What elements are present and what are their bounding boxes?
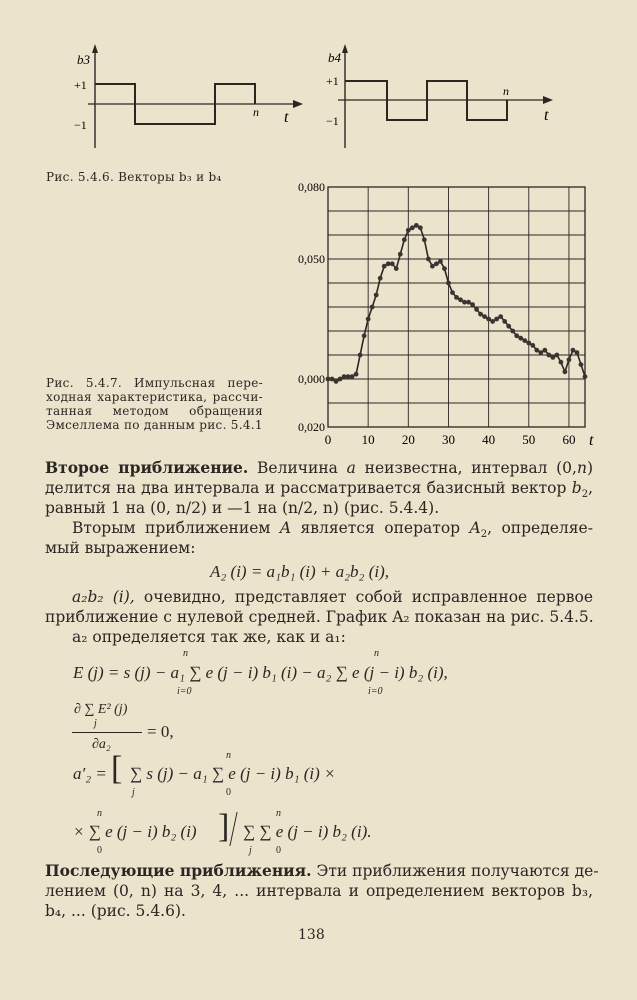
data-point bbox=[514, 333, 519, 338]
data-point bbox=[559, 360, 564, 365]
data-point bbox=[350, 374, 355, 379]
data-point bbox=[550, 355, 555, 360]
division-slash bbox=[229, 812, 237, 846]
data-point bbox=[575, 350, 580, 355]
data-point bbox=[414, 223, 419, 228]
paragraph-line: мый выражением: bbox=[45, 539, 196, 557]
data-point bbox=[366, 317, 371, 322]
paragraph-line: лением (0, n) на 3, 4, ... интервала и определением векторов b₃, bbox=[45, 882, 593, 900]
paragraph-line: делится на два интервала и рассматривается базисный вектор $b_2$, bbox=[45, 479, 593, 501]
data-point bbox=[518, 336, 523, 341]
data-point bbox=[330, 377, 335, 382]
data-point bbox=[510, 329, 515, 334]
data-point bbox=[354, 372, 359, 377]
data-point bbox=[526, 341, 531, 346]
data-point bbox=[522, 338, 527, 343]
data-point bbox=[567, 357, 572, 362]
fraction-bar bbox=[72, 732, 142, 733]
figure-5-4-7-chart bbox=[280, 175, 605, 455]
caption-line: танная методом обращения bbox=[46, 404, 263, 418]
a2-prime-body: ∑ s (j) − a₁ ∑ e (j − i) b₁ (i) × bbox=[130, 764, 336, 783]
data-point bbox=[406, 228, 411, 233]
n-label: n bbox=[253, 105, 259, 119]
data-point bbox=[382, 264, 387, 269]
y-tick-label: 0,050 bbox=[298, 252, 325, 266]
data-point bbox=[458, 297, 463, 302]
minus-one-label: −1 bbox=[74, 118, 87, 132]
sum-upper-limit: n bbox=[374, 648, 379, 659]
sum-upper-limit: n bbox=[276, 808, 281, 819]
data-point bbox=[563, 369, 568, 374]
plus-one-label: +1 bbox=[74, 78, 87, 92]
data-point bbox=[490, 319, 495, 324]
data-point bbox=[482, 314, 487, 319]
x-tick-label: 20 bbox=[401, 432, 415, 447]
data-point bbox=[470, 302, 475, 307]
data-point bbox=[418, 225, 423, 230]
a2-prime-second-line: × ∑ e (j − i) b₂ (i) bbox=[73, 822, 197, 841]
left-bracket: [ bbox=[111, 750, 123, 787]
caption-line: ходная характеристика, рассчи- bbox=[46, 390, 263, 404]
figure-5-4-6-caption: Рис. 5.4.6. Векторы b₃ и b₄ bbox=[46, 170, 222, 184]
paragraph-line: a₂b₂ (i), очевидно, представляет собой исправленное первое bbox=[72, 588, 593, 606]
data-point bbox=[454, 295, 459, 300]
data-point bbox=[402, 237, 407, 242]
equation-a2: A₂ (i) = a₁b₁ (i) + a₂b₂ (i), bbox=[210, 562, 390, 581]
derivative-numerator: ∂ ∑ E² (j) bbox=[74, 702, 128, 717]
t-label: t bbox=[284, 109, 289, 126]
data-point bbox=[583, 374, 588, 379]
sum-lower-limit: i=0 bbox=[177, 686, 192, 697]
data-point bbox=[466, 300, 471, 305]
page-number: 138 bbox=[298, 927, 325, 943]
data-point bbox=[571, 348, 576, 353]
data-point bbox=[446, 281, 451, 286]
series-line bbox=[328, 225, 585, 381]
a2-prime-denominator: ∑ ∑ e (j − i) b₂ (i). bbox=[243, 822, 372, 841]
data-point bbox=[334, 379, 339, 384]
data-point bbox=[542, 348, 547, 353]
data-point bbox=[486, 317, 491, 322]
data-point bbox=[442, 266, 447, 271]
data-point bbox=[498, 314, 503, 319]
data-point bbox=[398, 252, 403, 257]
data-point bbox=[579, 362, 584, 367]
data-point bbox=[374, 293, 379, 298]
sum-upper-limit: n bbox=[183, 648, 188, 659]
y-tick-label: 0,020 bbox=[298, 420, 325, 434]
paragraph-line: b₄, ... (рис. 5.4.6). bbox=[45, 902, 186, 920]
caption-line: Рис. 5.4.7. Импульсная пере- bbox=[46, 376, 263, 390]
paragraph-line: Последующие приближения. Эти приближения получаются де- bbox=[45, 861, 599, 880]
paragraph-line: равный 1 на (0, n/2) и —1 на (n/2, n) (рис. 5.4.4). bbox=[45, 499, 440, 517]
y-tick-label: 0,080 bbox=[298, 180, 325, 194]
data-point bbox=[438, 259, 443, 264]
data-point bbox=[370, 305, 375, 310]
x-tick-label: 0 bbox=[324, 432, 332, 447]
plus-one-label: +1 bbox=[326, 74, 339, 88]
derivative-denominator: ∂a₂ bbox=[92, 737, 111, 752]
data-point bbox=[362, 333, 367, 338]
b4-label: b4 bbox=[328, 50, 341, 65]
figure-5-4-6 bbox=[60, 40, 320, 155]
sum-upper-limit: n bbox=[97, 808, 102, 819]
b3-diagram bbox=[74, 44, 303, 148]
data-point bbox=[474, 307, 479, 312]
data-point bbox=[394, 266, 399, 271]
minus-one-label: −1 bbox=[326, 114, 339, 128]
data-point bbox=[390, 261, 395, 266]
data-point bbox=[450, 290, 455, 295]
figure-5-4-6-right bbox=[318, 40, 578, 155]
paragraph-line: a₂ определяется так же, как и a₁: bbox=[72, 628, 346, 646]
paragraph-line: Вторым приближением A является оператор $A_2$, определяе- bbox=[72, 519, 593, 541]
paragraph-line: приближение с нулевой средней. График A₂ показан на рис. 5.4.5. bbox=[45, 608, 594, 626]
x-tick-label: 60 bbox=[562, 432, 576, 447]
right-bracket: ] bbox=[218, 808, 230, 845]
a2-prime-lhs: a′₂ = bbox=[73, 764, 107, 783]
x-tick-label: 50 bbox=[522, 432, 536, 447]
data-point bbox=[430, 264, 435, 269]
y-tick-label: 0,000 bbox=[298, 372, 325, 386]
sum-lower-limit: i=0 bbox=[368, 686, 383, 697]
t-label: t bbox=[544, 107, 549, 124]
caption-line: Эмселлема по данным рис. 5.4.1 bbox=[46, 418, 263, 432]
data-point bbox=[554, 353, 559, 358]
data-point bbox=[494, 317, 499, 322]
data-point bbox=[338, 377, 343, 382]
data-point bbox=[534, 348, 539, 353]
sum-lower-limit: 0 bbox=[97, 845, 102, 856]
sum-index: j bbox=[132, 787, 135, 798]
paragraph-line: Второе приближение. Величина a неизвестна, интервал (0,n) bbox=[45, 458, 593, 477]
sum-lower-limit: 0 bbox=[226, 787, 231, 798]
sum-index: j bbox=[249, 845, 252, 856]
equation-error: E (j) = s (j) − a₁ ∑ e (j − i) b₁ (i) − a₂ ∑ e (j − i) b₂ (i), bbox=[73, 663, 448, 682]
x-tick-label: 30 bbox=[441, 432, 455, 447]
derivative-sub: j bbox=[94, 718, 97, 729]
data-point bbox=[502, 319, 507, 324]
x-tick-label: 40 bbox=[482, 432, 496, 447]
sum-lower-limit: 0 bbox=[276, 845, 281, 856]
data-point bbox=[426, 257, 431, 262]
x-axis-label: t bbox=[589, 432, 594, 449]
b3-label: b3 bbox=[77, 52, 90, 67]
data-point bbox=[538, 350, 543, 355]
data-point bbox=[358, 353, 363, 358]
sum-upper-limit: n bbox=[226, 750, 231, 761]
figure-5-4-7-caption bbox=[46, 376, 263, 432]
data-point bbox=[506, 324, 511, 329]
data-point bbox=[546, 353, 551, 358]
data-point bbox=[422, 237, 427, 242]
data-point bbox=[378, 276, 383, 281]
data-point bbox=[530, 343, 535, 348]
data-point bbox=[410, 225, 415, 230]
derivative-rhs: = 0, bbox=[147, 722, 174, 741]
b4-diagram bbox=[326, 44, 553, 148]
data-point bbox=[434, 261, 439, 266]
x-tick-label: 10 bbox=[361, 432, 375, 447]
data-point bbox=[478, 312, 483, 317]
n-label: n bbox=[503, 84, 509, 98]
